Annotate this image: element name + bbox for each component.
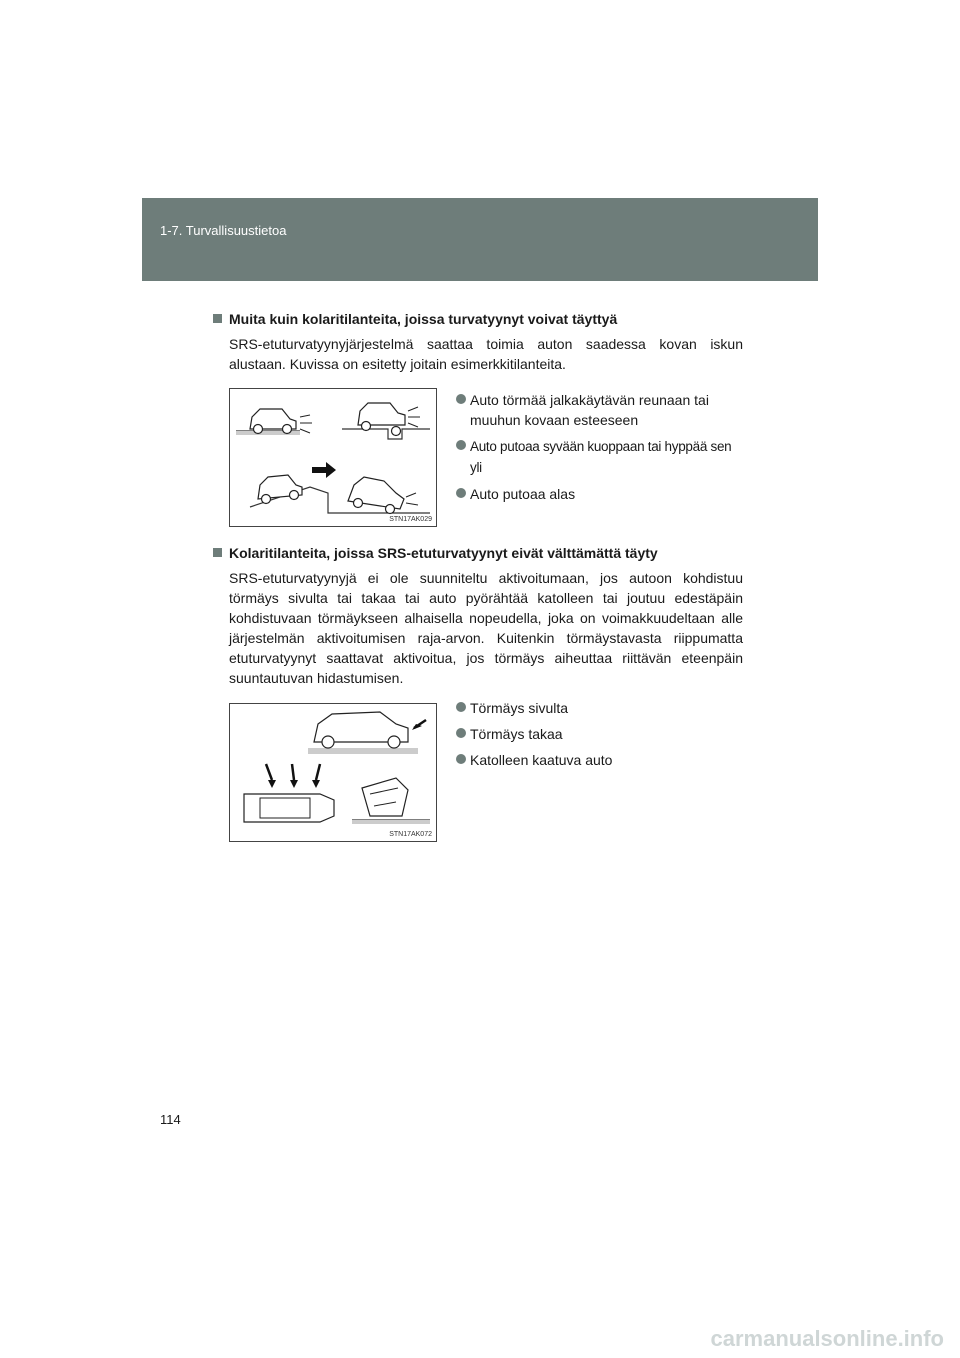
- figure-2-code: STN17AK072: [389, 831, 432, 838]
- figure-2: [229, 703, 437, 842]
- figure-1-illustration: [230, 389, 436, 526]
- section-2-heading: [213, 544, 743, 562]
- square-bullet-icon: [213, 314, 222, 323]
- round-bullet-icon: [456, 728, 466, 738]
- section-1: [213, 310, 743, 374]
- round-bullet-icon: [456, 394, 466, 404]
- list-item: Katolleen kaatuva auto: [456, 750, 746, 770]
- section-label: 1-7. Turvallisuustietoa: [160, 223, 287, 238]
- list-item: Törmäys takaa: [456, 724, 746, 744]
- page-number: 114: [160, 1112, 181, 1127]
- section-1-bullets: [456, 390, 746, 510]
- round-bullet-icon: [456, 488, 466, 498]
- section-2-bullets: [456, 698, 746, 776]
- section-2: [213, 544, 743, 688]
- round-bullet-icon: [456, 754, 466, 764]
- round-bullet-icon: [456, 440, 466, 450]
- section-1-heading-text: Muita kuin kolaritilanteita, joissa turvatyynyt voivat täyttyä: [229, 311, 618, 327]
- section-2-paragraph: SRS-etuturvatyynyjä ei ole suunniteltu aktivoitumaan, jos autoon kohdistuu törmäys sivulta tai takaa tai auto pyörähtää katolleen tai joutuu edestäpäin kohdistuvaan törmäykseen alhaisella nopeudella, joka on voimakkuudeltaan alle järjestelmän aktivoitumisen raja-arvon. Kuitenkin törmäystavasta riippumatta etuturvatyynyt saattavat aktivoitua, jos törmäys aiheuttaa riittävän eteenpäin suuntautuvan hidastumisen.: [229, 570, 743, 686]
- list-item: Auto törmää jalkakäytävän reunaan tai muuhun kovaan esteeseen: [456, 390, 746, 430]
- round-bullet-icon: [456, 702, 466, 712]
- header-band: [142, 198, 818, 281]
- list-item: Törmäys sivulta: [456, 698, 746, 718]
- square-bullet-icon: [213, 548, 222, 557]
- list-item: Auto putoaa alas: [456, 484, 746, 504]
- watermark: carmanualsonline.info: [710, 1326, 944, 1351]
- figure-1-code: STN17AK029: [389, 516, 432, 523]
- section-1-heading: [213, 310, 743, 328]
- list-item: Auto putoaa syvään kuoppaan tai hyppää sen yli: [456, 436, 746, 478]
- section-2-heading-text: Kolaritilanteita, joissa SRS-etuturvatyynyt eivät välttämättä täyty: [229, 545, 658, 561]
- figure-2-illustration: [230, 704, 436, 841]
- section-1-paragraph: SRS-etuturvatyynyjärjestelmä saattaa toimia auton saadessa kovan iskun alustaan. Kuvissa on esitetty joitain esimerkkitilanteita.: [229, 336, 743, 372]
- figure-1: [229, 388, 437, 527]
